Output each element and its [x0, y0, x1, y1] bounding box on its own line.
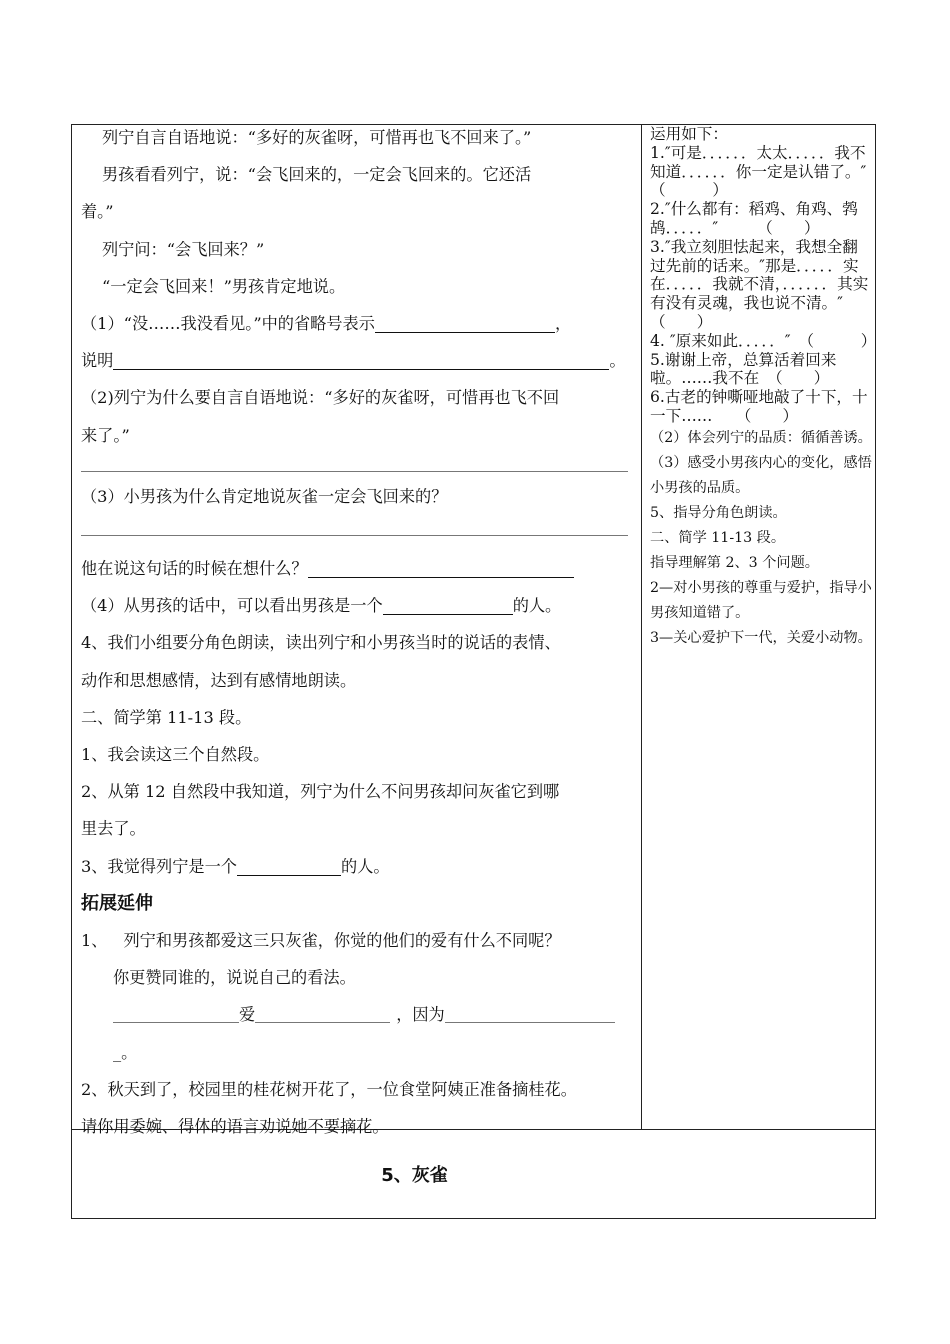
- note-line: 二、简学 11-13 段。: [650, 529, 786, 546]
- note-line: 指导理解第 2、3 个问题。: [650, 554, 819, 571]
- lesson-table: [71, 124, 876, 1219]
- question-4: （4）从男孩的话中，可以看出男孩是一个 的人。: [81, 596, 562, 616]
- note-line: 6.古老的钟嘶哑地敲了十下，十一下…… （ ）: [650, 388, 868, 425]
- answer-line[interactable]: [81, 535, 628, 536]
- passage-line: 列宁问：“会飞回来？”: [102, 239, 265, 259]
- question-1-line-1: （1）“没……我没看见。”中的省略号表示 ，: [81, 314, 572, 334]
- answer-blank[interactable]: [383, 594, 513, 615]
- note-line: 运用如下：: [650, 125, 728, 143]
- answer-blank[interactable]: [113, 1004, 239, 1023]
- note-line: 2.″什么都有：稻鸡、角鸡、鹁鸪．．．．．″ （ ）: [650, 200, 858, 237]
- note-line: 5.谢谢上帝，总算活着回来啦。……我不在 （ ）: [650, 350, 837, 388]
- content-row: [72, 125, 877, 1137]
- note-line: 3.″我立刻胆怯起来，我想全翻过先前的话来。″那是．．．．．实在．．．．．我就不清，．．．．．．其实有没有灵魂，我也说不清。″（ ）: [650, 237, 869, 331]
- section-2-item-2-line-1: 2、从第 12 自然段中我知道，列宁为什么不问男孩却问灰雀它到哪: [81, 782, 560, 802]
- task-4-line-2: 动作和思想感情，达到有感情地朗读。: [81, 670, 357, 690]
- answer-line[interactable]: [81, 471, 628, 472]
- section-2-item-1: 1、我会读这三个自然段。: [81, 745, 270, 765]
- question-2-line-1: （2)列宁为什么要自言自语地说：“多好的灰雀呀，可惜再也飞不回: [81, 388, 560, 408]
- question-3-b: 他在说这句话的时候在想什么？: [81, 550, 636, 587]
- column-divider: [641, 125, 642, 1130]
- note-line: （2）体会列宁的品质：循循善诱。: [650, 429, 872, 446]
- teacher-notes-column: [650, 125, 877, 651]
- section-2-item-3: 3、我觉得列宁是一个 的人。: [81, 856, 390, 876]
- answer-blank[interactable]: [445, 1004, 615, 1023]
- passage-line: 男孩看看列宁，说：“会飞回来的，一定会飞回来的。它还活: [102, 165, 532, 185]
- note-line: 4. ″原来如此．．．．．″ （ ）: [650, 331, 877, 350]
- extension-item-2-line-2: 请你用委婉、得体的语言劝说她不要摘花。: [81, 1117, 389, 1137]
- answer-blank[interactable]: [237, 855, 341, 876]
- note-line: 2—对小男孩的尊重与爱护，指导小男孩知道错了。: [650, 579, 872, 621]
- note-line: 1.″可是．．．．．．太太．．．．．我不知道．．．．．．你一定是认错了。″（ ）: [650, 143, 867, 200]
- extension-item-1-end: _。: [113, 1042, 138, 1062]
- passage-line: “一定会飞回来！”男孩肯定地说。: [102, 276, 346, 296]
- note-line: 5、指导分角色朗读。: [650, 504, 787, 521]
- section-2-heading: 二、简学第 11-13 段。: [81, 707, 252, 727]
- extension-item-1-b: 你更赞同谁的，说说自己的看法。: [113, 968, 356, 988]
- answer-blank[interactable]: [308, 557, 574, 578]
- title-row: [72, 1130, 875, 1218]
- extension-item-1: 1、 列宁和男孩都爱这三只灰雀，你觉的他们的爱有什么不同呢？: [81, 931, 561, 951]
- note-line: （3）感受小男孩内心的变化，感悟小男孩的品质。: [650, 454, 872, 496]
- question-3: （3）小男孩为什么肯定地说灰雀一定会飞回来的？: [81, 486, 448, 506]
- extension-item-2-line-1: 2、秋天到了，校园里的桂花树开花了，一位食堂阿姨正准备摘桂花。: [81, 1079, 577, 1099]
- extension-item-1-fill: 爱 ，因为: [81, 996, 636, 1033]
- answer-blank[interactable]: [255, 1004, 390, 1023]
- question-2-line-2: 来了。”: [81, 425, 130, 445]
- task-4-line-1: 4、我们小组要分角色朗读，读出列宁和小男孩当时的说话的表情、: [81, 633, 561, 653]
- student-column: [81, 125, 636, 1145]
- answer-blank[interactable]: [113, 349, 609, 370]
- note-line: 3—关心爱护下一代，关爱小动物。: [650, 629, 872, 646]
- passage-line: 着。”: [81, 202, 114, 222]
- passage-line: 列宁自言自语地说：“多好的灰雀呀，可惜再也飞不回来了。”: [102, 128, 532, 147]
- section-2-item-2-line-2: 里去了。: [81, 819, 146, 839]
- answer-blank[interactable]: [375, 312, 555, 333]
- extension-heading: 拓展延伸: [81, 892, 153, 914]
- question-1-line-2: 说明 。: [81, 351, 626, 371]
- lesson-title: 5、灰雀: [381, 1165, 448, 1186]
